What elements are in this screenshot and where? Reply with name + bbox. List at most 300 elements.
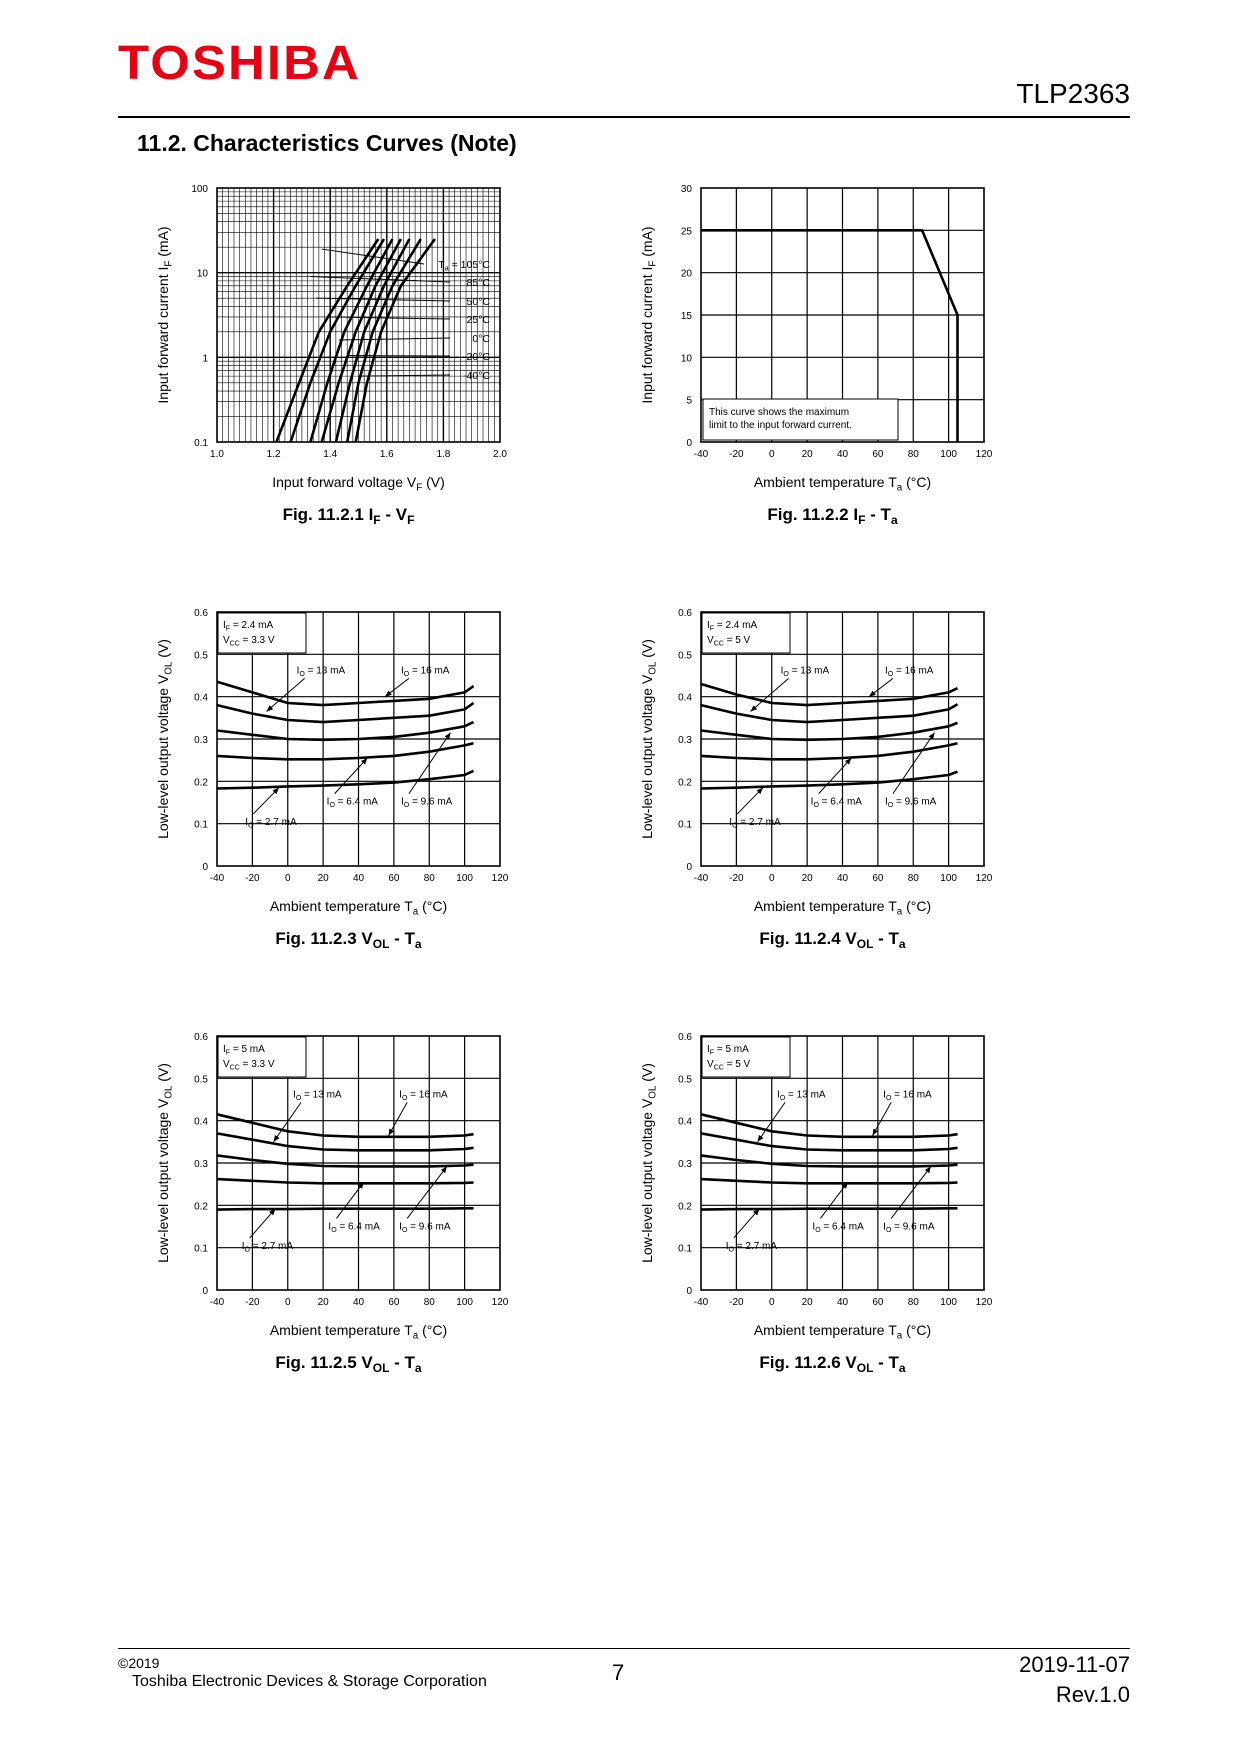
condition-text-main: I	[223, 1044, 226, 1055]
curve-label-rest: = 9.6 mA	[891, 1221, 935, 1233]
curve-label-sub: O	[732, 822, 738, 830]
curve-label-rest: = 16 mA	[891, 1089, 932, 1101]
condition-text	[707, 635, 751, 648]
condition-text	[223, 620, 273, 633]
curve-label-rest: = 16 mA	[407, 1089, 448, 1101]
label-leader	[335, 758, 368, 794]
curve-label-sub: O	[401, 1094, 408, 1102]
legend-label-main: T	[438, 259, 445, 271]
condition-text-sub: F	[225, 1049, 231, 1057]
condition-text-rest: = 5 mA	[714, 1044, 749, 1055]
curve-label-sub: O	[403, 802, 410, 810]
curve-label-sub: O	[403, 670, 410, 678]
legend-label-main: -20°C	[463, 351, 490, 363]
figure-caption	[283, 505, 415, 527]
y-axis-label-sub: F	[163, 260, 175, 267]
x-tick-label: 40	[836, 449, 849, 460]
series-line	[217, 1155, 474, 1166]
series-line	[701, 1155, 958, 1166]
curve-label-sub: O	[885, 1094, 892, 1102]
caption-var-sub: OL	[372, 937, 390, 951]
footer-company: Toshiba Electronic Devices & Storage Corporation	[132, 1673, 487, 1690]
series-line	[217, 1208, 474, 1209]
x-tick-label: -40	[693, 873, 709, 884]
footer-rule	[118, 1648, 1130, 1649]
curve-label-sub: O	[728, 1246, 734, 1254]
curve-label	[777, 1089, 826, 1102]
curve-label	[401, 797, 453, 810]
curve-label-main: I	[884, 796, 888, 808]
curve-label-sub: O	[779, 1094, 786, 1102]
series-line	[701, 1208, 958, 1209]
y-axis-label-rest: (V)	[155, 1063, 171, 1086]
series-line	[217, 1114, 474, 1137]
y-axis-label-sub: OL	[163, 661, 175, 675]
x-axis-label-main: Ambient temperature T	[753, 474, 897, 490]
y-tick-label: 0.5	[678, 650, 692, 662]
curve-label-main: I	[245, 816, 249, 828]
series-line	[701, 772, 958, 789]
x-tick-label: 100	[940, 449, 957, 460]
curve-label-sub: O	[783, 670, 789, 678]
y-tick-label: 0.3	[678, 735, 692, 746]
curve-label-rest: = 9.6 mA	[409, 796, 453, 808]
curve-label-rest: = 6.4 mA	[820, 1221, 864, 1233]
caption-number: Fig. 11.2.2	[767, 505, 854, 524]
curve-label-main: I	[399, 1221, 402, 1233]
y-tick-label: 0.2	[194, 777, 208, 789]
x-tick-label: 100	[940, 873, 957, 884]
caption-sep: - T	[865, 505, 891, 524]
curve-label-rest: = 13 mA	[304, 665, 346, 677]
caption-var2-sub: a	[414, 937, 422, 951]
legend-label	[463, 370, 490, 382]
legend-label-rest: = 105°C	[448, 259, 490, 271]
x-tick-label: -20	[245, 1297, 260, 1308]
y-axis-label-sub: OL	[647, 1085, 659, 1099]
curve-label-rest: = 16 mA	[409, 665, 450, 677]
x-tick-label: 1.6	[379, 449, 394, 460]
series-line	[217, 682, 474, 705]
label-leader	[751, 678, 789, 711]
condition-text-sub: CC	[713, 640, 724, 648]
condition-text-rest: = 3.3 V	[239, 635, 275, 646]
condition-text-rest: = 2.4 mA	[714, 620, 758, 631]
series-group	[701, 684, 958, 789]
curve-label-main: I	[328, 1221, 332, 1233]
x-tick-label: 20	[317, 1297, 329, 1308]
condition-text-main: I	[707, 1044, 710, 1055]
legend-label	[463, 351, 490, 363]
caption-number: Fig. 11.2.4	[759, 929, 846, 948]
caption-number: Fig. 11.2.5	[275, 1353, 362, 1372]
curve-label-sub: O	[329, 802, 335, 810]
curve-label-rest: = 2.7 mA	[253, 816, 297, 828]
curve-label	[401, 665, 450, 677]
series-line	[217, 703, 474, 722]
y-tick-label: 0.1	[194, 819, 208, 831]
curve-label-main: I	[725, 1240, 729, 1252]
y-axis-label-rest: (mA)	[155, 226, 171, 261]
y-axis-label	[155, 639, 175, 839]
curve-label-main: I	[729, 816, 733, 828]
label-leader	[336, 1182, 363, 1218]
label-arrowhead	[869, 691, 876, 697]
x-tick-label: 60	[388, 1297, 400, 1308]
chart-if-ta	[639, 184, 1124, 608]
caption-var: V	[361, 929, 373, 948]
condition-text-main: I	[707, 620, 710, 631]
y-tick-label: 10	[196, 268, 208, 280]
condition-text	[707, 1044, 749, 1057]
x-tick-label: 120	[975, 873, 993, 884]
curve-label	[883, 1089, 932, 1102]
y-axis-label-rest: (mA)	[639, 226, 655, 261]
caption-sep: - T	[873, 1353, 899, 1372]
curve-label-main: I	[326, 796, 330, 808]
legend-label	[472, 333, 490, 345]
figure-caption	[275, 929, 422, 951]
part-number: TLP2363	[1016, 78, 1130, 109]
y-tick-label: 5	[686, 395, 692, 407]
figure-caption	[759, 1353, 906, 1375]
y-axis-label-rest: (V)	[155, 639, 171, 662]
x-tick-label: 80	[423, 1297, 435, 1308]
y-tick-label: 0.6	[678, 1032, 692, 1043]
caption-var: V	[361, 1353, 373, 1372]
curve-label-sub: O	[887, 670, 894, 678]
curve-label-main: I	[777, 1089, 780, 1101]
x-axis-label-rest: (V)	[422, 474, 445, 490]
label-leader	[267, 678, 305, 711]
x-axis-label-main: Ambient temperature T	[753, 1322, 897, 1338]
chart-vol-ta-1	[155, 608, 640, 1032]
y-axis-label-sub: OL	[163, 1085, 175, 1099]
condition-text-sub: CC	[713, 1064, 724, 1072]
condition-text	[707, 1059, 751, 1072]
x-tick-label: 0	[768, 873, 775, 884]
condition-text-rest: = 5 V	[723, 1059, 751, 1070]
caption-var-sub: OL	[856, 937, 874, 951]
y-tick-label: 0.4	[678, 1116, 692, 1128]
curve-label-rest: = 2.7 mA	[737, 816, 781, 828]
y-tick-label: 0	[686, 862, 692, 873]
condition-text-main: I	[223, 620, 226, 631]
caption-var-sub: OL	[856, 1361, 874, 1375]
series-line	[217, 722, 474, 740]
figure-vol-ta-2	[639, 608, 1124, 1032]
caption-var2-sub: a	[890, 513, 898, 527]
y-tick-label: 0.6	[194, 608, 208, 619]
curve-label-sub: O	[813, 802, 819, 810]
y-axis-label-main: Low-level output voltage V	[639, 674, 655, 839]
page-number: 7	[612, 1660, 625, 1685]
y-axis-label	[155, 1063, 175, 1263]
x-tick-label: -20	[245, 873, 260, 884]
caption-sep: - T	[389, 1353, 415, 1372]
series-line	[701, 723, 958, 740]
caption-var2-sub: a	[414, 1361, 422, 1375]
x-axis-label-main: Ambient temperature T	[269, 1322, 413, 1338]
x-tick-label: 1.4	[323, 449, 338, 460]
y-tick-label: 0.1	[194, 438, 208, 449]
curve-label-rest: = 2.7 mA	[733, 1240, 778, 1252]
curve-label-main: I	[812, 1221, 816, 1233]
caption-var-sub: OL	[372, 1361, 390, 1375]
y-tick-label: 0.1	[678, 1243, 692, 1255]
y-tick-label: 20	[680, 268, 692, 280]
legend-label	[467, 296, 491, 308]
curve-label-rest: = 2.7 mA	[249, 1240, 294, 1252]
curve-label	[812, 1221, 864, 1234]
curve-label-sub: O	[401, 1226, 408, 1234]
header-rule	[118, 116, 1130, 118]
x-tick-label: 40	[352, 873, 365, 884]
note-text: This curve shows the maximum	[709, 407, 850, 418]
chart-if-vf	[155, 184, 640, 608]
x-axis-label-sub: a	[412, 906, 419, 918]
note-text: limit to the input forward current.	[709, 420, 852, 431]
caption-var2-sub: a	[898, 1361, 906, 1375]
figure-caption	[767, 505, 898, 527]
curve-label	[399, 1089, 448, 1102]
label-leader	[407, 1166, 447, 1218]
series-line	[701, 1114, 958, 1137]
series-line	[217, 743, 474, 759]
x-tick-label: 60	[872, 873, 884, 884]
curve-label	[245, 817, 297, 830]
figure-if-vf	[155, 184, 640, 608]
condition-text	[223, 1044, 265, 1057]
y-tick-label: 0.5	[194, 1074, 208, 1086]
legend-label-main: 85°C	[466, 277, 490, 289]
label-arrowhead	[274, 1135, 280, 1142]
x-tick-label: 40	[836, 873, 849, 884]
curve-label	[885, 797, 937, 810]
x-tick-label: 100	[456, 873, 473, 884]
y-axis-label-sub: F	[647, 260, 659, 267]
condition-text-main: V	[223, 1059, 230, 1070]
curve-label-main: I	[241, 1240, 245, 1252]
x-tick-label: 20	[801, 873, 813, 884]
y-axis-label	[155, 226, 175, 403]
x-tick-label: 60	[872, 1297, 884, 1308]
legend-label-main: -40°C	[463, 370, 490, 382]
curve-label-main: I	[780, 665, 784, 677]
y-tick-label: 0.3	[678, 1159, 692, 1170]
label-leader	[891, 1166, 931, 1218]
y-tick-label: 0.5	[194, 650, 208, 662]
y-tick-label: 1	[202, 353, 208, 365]
y-tick-label: 0	[686, 1286, 692, 1297]
curve-label	[242, 1241, 294, 1254]
x-tick-label: 80	[907, 1297, 919, 1308]
x-tick-label: -20	[729, 1297, 744, 1308]
series-group	[217, 682, 474, 789]
curve-label-main: I	[400, 665, 404, 677]
series-group	[276, 239, 435, 442]
x-tick-label: 0	[768, 449, 775, 460]
y-tick-label: 0.2	[194, 1201, 208, 1213]
x-axis-label	[270, 1322, 447, 1342]
grid	[217, 188, 500, 442]
x-tick-label: -40	[693, 449, 709, 460]
figure-caption	[759, 929, 906, 951]
x-axis-label-sub: F	[416, 482, 423, 494]
caption-number: Fig. 11.2.6	[759, 1353, 846, 1372]
x-tick-label: 0	[768, 1297, 775, 1308]
curve-label	[729, 817, 781, 830]
x-axis-label-main: Ambient temperature T	[753, 898, 897, 914]
curve-label-main: I	[810, 796, 814, 808]
curve-label-sub: O	[887, 802, 894, 810]
figure-caption	[275, 1353, 422, 1375]
caption-var2-sub: a	[898, 937, 906, 951]
x-tick-label: 2.0	[493, 449, 507, 460]
curve-label-rest: = 6.4 mA	[336, 1221, 380, 1233]
y-tick-label: 0.1	[194, 1243, 208, 1255]
curve-label-sub: O	[299, 670, 305, 678]
x-tick-label: 80	[907, 873, 919, 884]
x-axis-label	[754, 474, 931, 494]
caption-var: V	[845, 929, 857, 948]
x-tick-label: 80	[423, 873, 435, 884]
figure-vol-ta-1	[155, 608, 640, 1032]
y-axis-label-main: Low-level output voltage V	[639, 1098, 655, 1263]
curve-label	[811, 797, 863, 810]
condition-text-sub: F	[225, 625, 231, 633]
legend-label-main: 0°C	[472, 333, 490, 345]
x-tick-label: -40	[209, 1297, 225, 1308]
y-tick-label: 0.4	[194, 1116, 208, 1128]
legend-label-main: 50°C	[466, 296, 490, 308]
condition-text-sub: F	[709, 625, 715, 633]
x-axis-label-sub: a	[896, 1330, 903, 1342]
condition-text-main: V	[707, 635, 714, 646]
condition-text-rest: = 5 mA	[230, 1044, 265, 1055]
caption-var: I	[853, 505, 859, 524]
caption-sep: - T	[873, 929, 899, 948]
condition-text-sub: CC	[229, 640, 240, 648]
x-axis-label-rest: (°C)	[902, 1322, 932, 1338]
x-tick-label: 120	[975, 449, 993, 460]
caption-sep: - V	[380, 505, 408, 524]
curve-label-rest: = 9.6 mA	[893, 796, 937, 808]
section-title: 11.2. Characteristics Curves (Note)	[137, 130, 517, 156]
curve-label-rest: = 16 mA	[893, 665, 934, 677]
caption-var: V	[845, 1353, 857, 1372]
condition-text-rest: = 5 V	[723, 635, 751, 646]
caption-number: Fig. 11.2.3	[275, 929, 362, 948]
curve-label-main: I	[293, 1089, 296, 1101]
x-tick-label: 20	[801, 1297, 813, 1308]
x-axis-label-main: Ambient temperature T	[269, 898, 413, 914]
curve-label-main: I	[883, 1221, 886, 1233]
curve-label-main: I	[399, 1089, 402, 1101]
chart-vol-ta-4	[639, 1032, 1124, 1456]
curve-label	[327, 797, 379, 810]
footer-copyright: ©2019	[118, 1655, 160, 1671]
curve-label-sub: O	[885, 1226, 892, 1234]
y-tick-label: 15	[680, 311, 692, 322]
label-arrowhead	[385, 691, 392, 697]
x-tick-label: 20	[801, 449, 813, 460]
series-group	[701, 1114, 958, 1209]
x-axis-label-rest: (°C)	[902, 898, 932, 914]
curve-label	[328, 1221, 380, 1234]
curve-label-main: I	[883, 1089, 886, 1101]
chart-vol-ta-3	[155, 1032, 640, 1456]
caption-sep: - T	[389, 929, 415, 948]
x-tick-label: 120	[491, 1297, 509, 1308]
curve-label-main: I	[400, 796, 404, 808]
y-tick-label: 0	[202, 1286, 208, 1297]
y-tick-label: 0.1	[678, 819, 692, 831]
figure-vol-ta-4	[639, 1032, 1124, 1456]
footer-date: 2019-11-07	[1019, 1652, 1130, 1677]
curve-label-rest: = 13 mA	[785, 1089, 826, 1101]
curve-label-rest: = 6.4 mA	[818, 796, 862, 808]
curve-label	[399, 1221, 451, 1234]
x-axis-label	[270, 898, 447, 918]
series-line	[701, 743, 958, 759]
x-tick-label: 20	[317, 873, 329, 884]
x-tick-label: 100	[940, 1297, 957, 1308]
curve-label-sub: O	[331, 1226, 337, 1234]
caption-var2-sub: F	[407, 513, 415, 527]
condition-text	[707, 620, 757, 633]
x-tick-label: 60	[388, 873, 400, 884]
y-tick-label: 10	[680, 353, 692, 365]
x-tick-label: 1.8	[436, 449, 451, 460]
y-axis-label	[639, 639, 659, 839]
label-arrowhead	[925, 1166, 931, 1173]
legend-leader	[322, 249, 424, 264]
condition-text-sub: F	[709, 1049, 715, 1057]
caption-var-sub: F	[858, 513, 866, 527]
figure-vol-ta-3	[155, 1032, 640, 1456]
legend-label	[467, 277, 491, 289]
x-tick-label: 40	[352, 1297, 365, 1308]
y-tick-label: 0.4	[194, 692, 208, 704]
x-axis-label-sub: a	[896, 906, 903, 918]
caption-number: Fig. 11.2.1	[282, 505, 369, 524]
y-axis-label-rest: (V)	[639, 1063, 655, 1086]
curve-label-rest: = 13 mA	[788, 665, 830, 677]
legend-leader	[339, 338, 450, 340]
x-tick-label: 1.2	[266, 449, 281, 460]
x-tick-label: 120	[491, 873, 509, 884]
curve-label-rest: = 6.4 mA	[334, 796, 378, 808]
series-line	[217, 771, 474, 789]
x-tick-label: 0	[284, 873, 291, 884]
curve-label-sub: O	[248, 822, 254, 830]
curve-label	[883, 1221, 935, 1234]
y-tick-label: 25	[680, 226, 692, 238]
curve-label	[781, 665, 830, 677]
condition-text-main: V	[707, 1059, 714, 1070]
legend-label	[467, 314, 491, 326]
curve-label-sub: O	[815, 1226, 821, 1234]
x-axis-label-main: Input forward voltage V	[272, 474, 417, 490]
legend-label	[438, 259, 490, 273]
condition-text-rest: = 3.3 V	[239, 1059, 275, 1070]
x-tick-label: 1.0	[210, 449, 224, 460]
curve-label	[293, 1089, 342, 1102]
x-tick-label: -20	[729, 449, 744, 460]
x-tick-label: 80	[907, 449, 919, 460]
condition-text-main: V	[223, 635, 230, 646]
